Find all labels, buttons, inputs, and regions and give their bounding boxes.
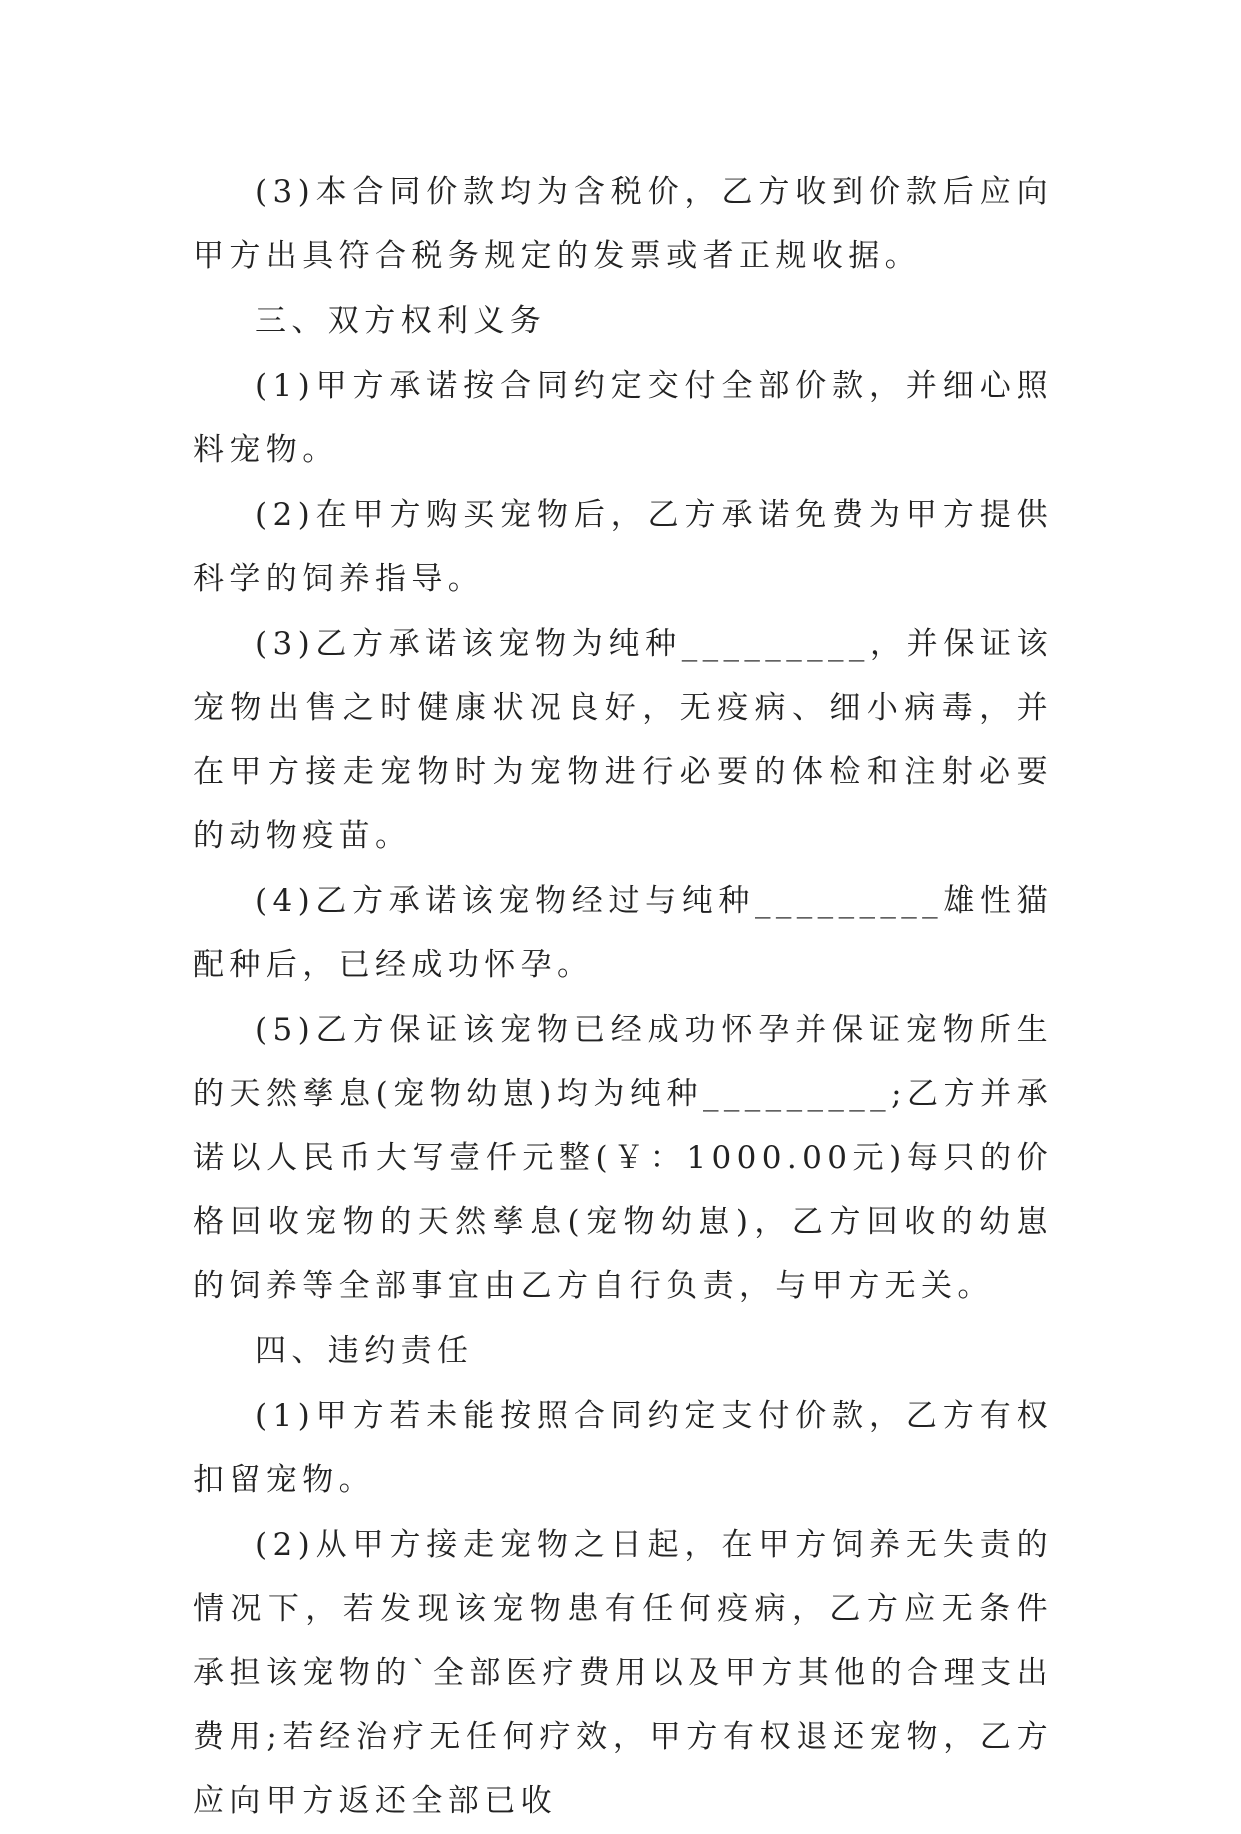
section-heading-liability: 四、违约责任 xyxy=(255,1333,474,1369)
document-body xyxy=(193,160,1053,1834)
paragraph-pet-health: (3)乙方承诺该宠物为纯种_________，并保证该宠物出售之时健康状况良好，无疫病、细小病毒，并在甲方接走宠物时为宠物进行必要的体检和注射必要的动物疫苗。 xyxy=(193,626,1053,854)
paragraph-pregnancy: (4)乙方承诺该宠物经过与纯种_________雄性猫配种后，已经成功怀孕。 xyxy=(193,883,1053,983)
paragraph-disease-liability: (2)从甲方接走宠物之日起，在甲方饲养无失责的情况下，若发现该宠物患有任何疫病，乙方应无条件承担该宠物的`全部医疗费用以及甲方其他的合理支出费用;若经治疗无任何疗效，甲方有权退还宠物，乙方应向甲方返还全部已收 xyxy=(193,1527,1053,1819)
section-heading-rights-obligations: 三、双方权利义务 xyxy=(255,303,547,339)
paragraph-party-a-payment: (1)甲方承诺按合同约定交付全部价款，并细心照料宠物。 xyxy=(193,368,1053,468)
paragraph-price-tax: (3)本合同价款均为含税价，乙方收到价款后应向甲方出具符合税务规定的发票或者正规收据。 xyxy=(193,174,1053,274)
paragraph-payment-default: (1)甲方若未能按照合同约定支付价款，乙方有权扣留宠物。 xyxy=(193,1398,1053,1498)
paragraph-feeding-guidance: (2)在甲方购买宠物后，乙方承诺免费为甲方提供科学的饲养指导。 xyxy=(193,497,1053,597)
paragraph-offspring: (5)乙方保证该宠物已经成功怀孕并保证宠物所生的天然孳息(宠物幼崽)均为纯种_________;乙方并承诺以人民币大写壹仟元整(￥：1000.00元)每只的价格回收宠物的天然孳息(宠物幼崽)，乙方回收的幼崽的饲养等全部事宜由乙方自行负责，与甲方无关。 xyxy=(193,1012,1053,1304)
